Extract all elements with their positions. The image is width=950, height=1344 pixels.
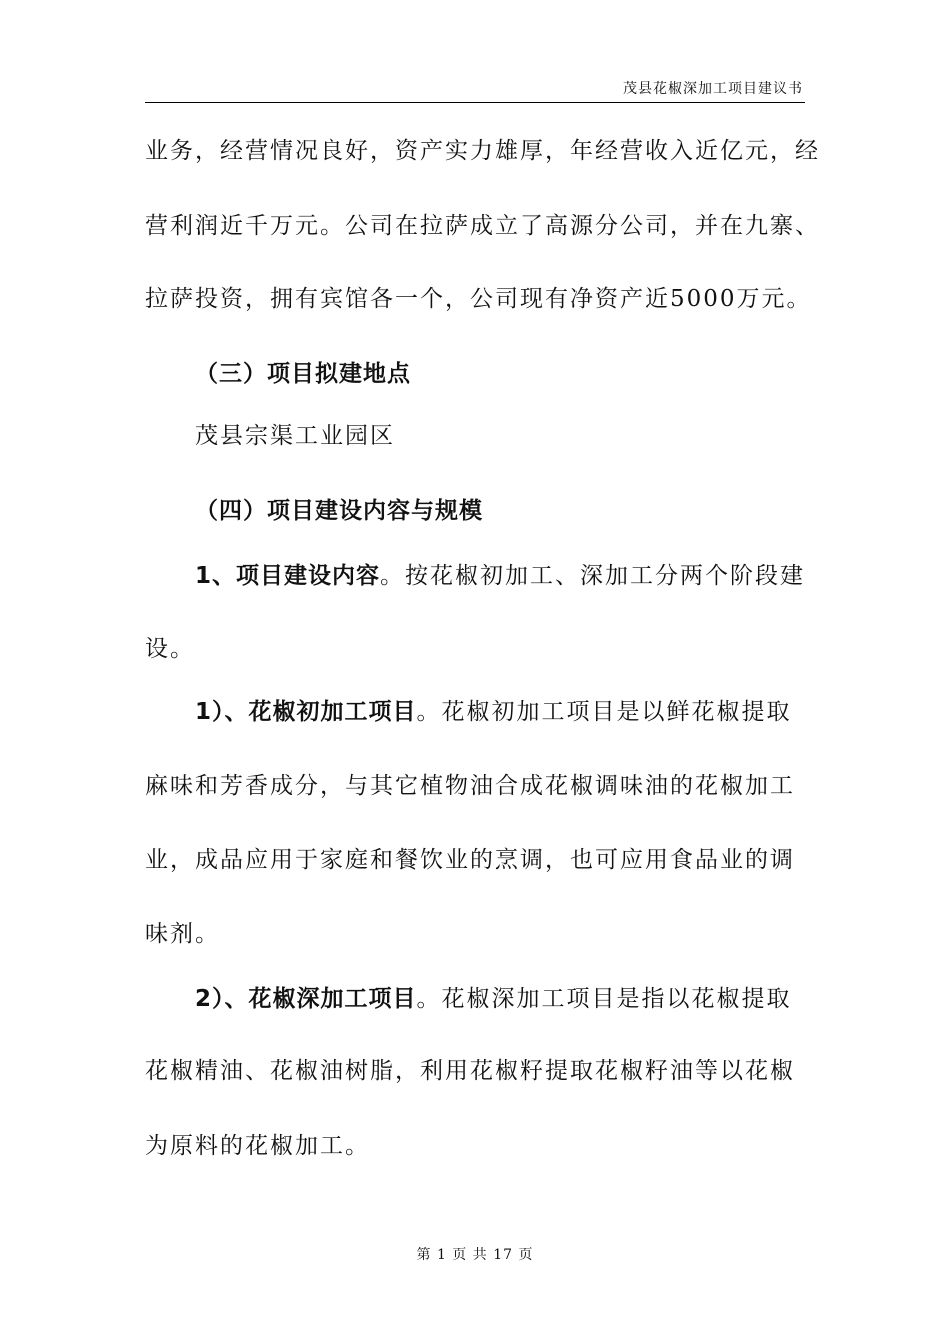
paragraph-line: 花椒精油、花椒油树脂，利用花椒籽提取花椒籽油等以花椒 [145,1058,795,1084]
paragraph-line: 麻味和芳香成分，与其它植物油合成花椒调味油的花椒加工 [145,773,795,799]
item-1a-text: 。花椒初加工项目是以鲜花椒提取 [416,699,792,725]
item-1-title: 1、项目建设内容 [195,563,381,589]
section-heading-3: （三）项目拟建地点 [195,361,411,387]
page-number: 第 1 页 共 17 页 [416,1247,534,1263]
section-heading-4: （四）项目建设内容与规模 [195,498,483,524]
paragraph-line: 业，成品应用于家庭和餐饮业的烹调，也可应用食品业的调 [145,847,795,873]
item-2a-line [195,984,807,1014]
paragraph-line: 业务，经营情况良好，资产实力雄厚，年经营收入近亿元，经 [145,138,820,164]
paragraph-line: 设。 [145,636,195,662]
item-2a-text: 。花椒深加工项目是指以花椒提取 [416,986,792,1012]
paragraph-line: 拉萨投资，拥有宾馆各一个，公司现有净资产近5000万元。 [145,286,812,312]
paragraph-line: 营利润近千万元。公司在拉萨成立了高源分公司，并在九寨、 [145,213,820,239]
header-title: 茂县花椒深加工项目建议书 [623,81,803,97]
section-3-text: 茂县宗渠工业园区 [195,423,395,449]
item-1-line [195,561,807,591]
paragraph-line: 味剂。 [145,921,220,947]
page-header [145,78,805,103]
item-2a-title: 2）、花椒深加工项目 [195,986,417,1012]
item-1a-line [195,697,807,727]
paragraph-line: 为原料的花椒加工。 [145,1133,370,1159]
item-1a-title: 1）、花椒初加工项目 [195,699,417,725]
item-1-text: 。按花椒初加工、深加工分两个阶段建 [380,563,806,589]
